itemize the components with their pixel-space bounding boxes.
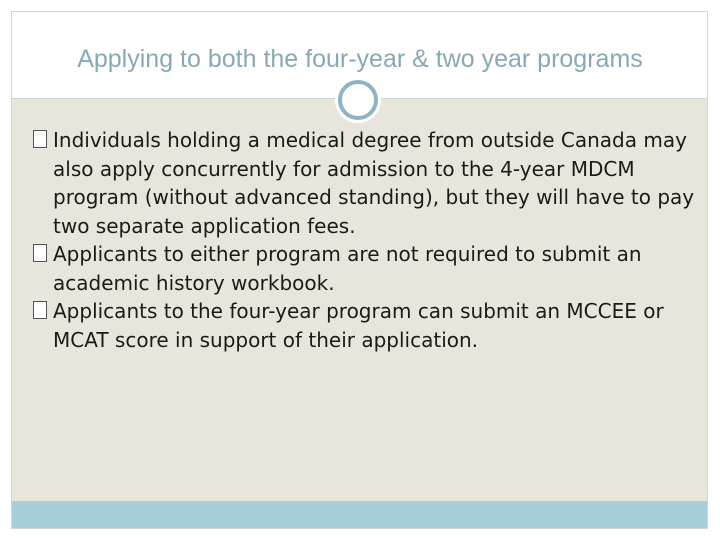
bullet-box-icon (33, 244, 47, 262)
bullet-item (33, 240, 695, 297)
circle-ornament-icon (338, 80, 378, 120)
footer-bar (12, 501, 707, 528)
bullet-text: Individuals holding a medical degree from outside Canada may also apply concurrently for admission to the 4-year MDCM program (without advanced standing), but they will have to pay two separate application fees. (53, 128, 695, 238)
bullet-list (33, 126, 695, 354)
slide-title: Applying to both the four-year & two year programs (77, 45, 643, 73)
bullet-item (33, 297, 695, 354)
bullet-text: Applicants to the four-year program can submit an MCCEE or MCAT score in support of their application. (53, 299, 664, 352)
bullet-text: Applicants to either program are not required to submit an academic history workbook. (53, 242, 642, 295)
bullet-item (33, 126, 695, 240)
bullet-box-icon (33, 301, 47, 319)
bullet-box-icon (33, 130, 47, 148)
